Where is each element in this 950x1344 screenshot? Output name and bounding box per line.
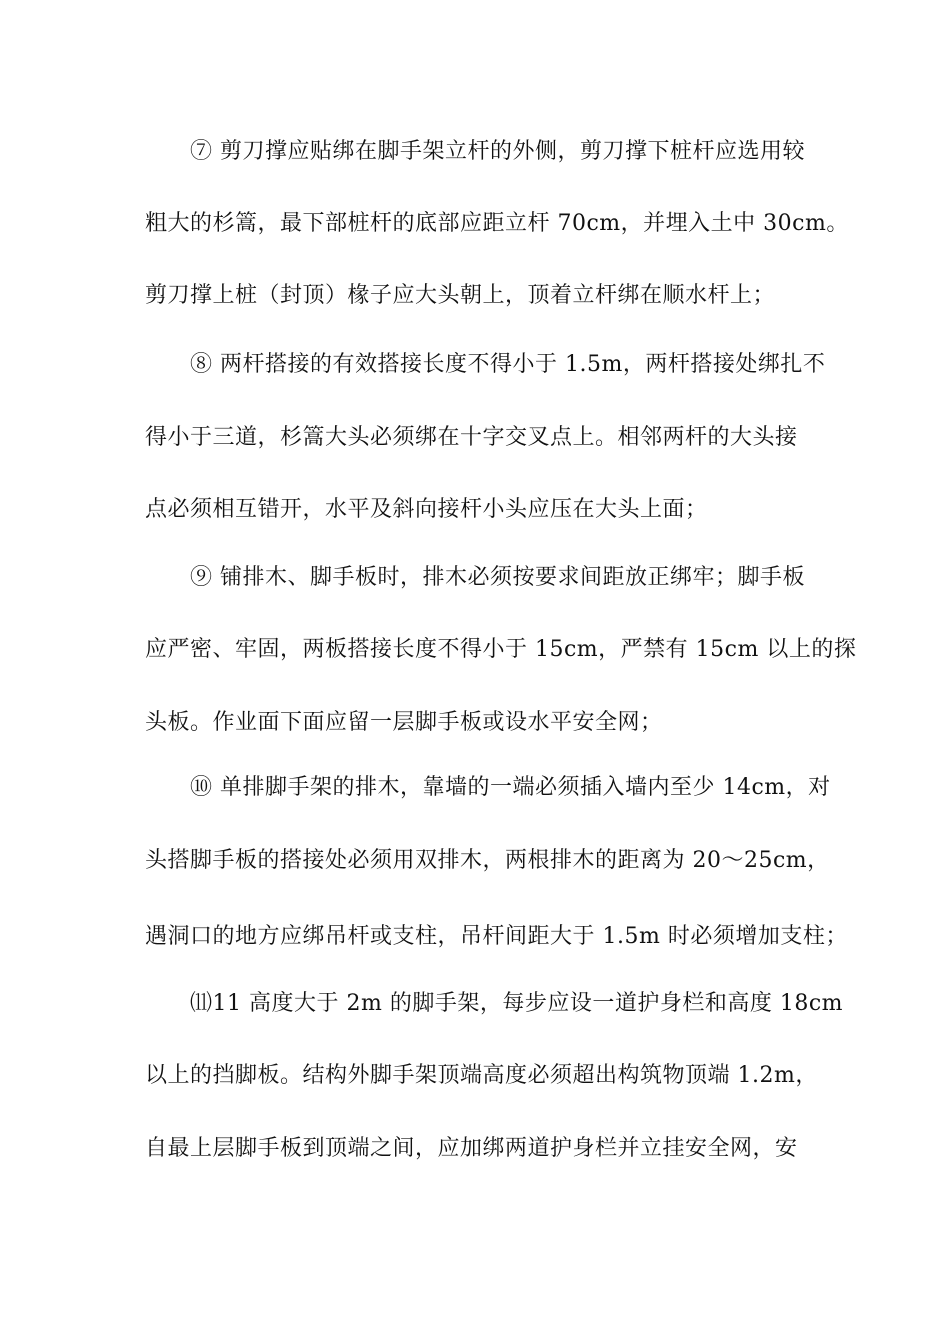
paragraph-7-line-3: 剪刀撑上桩（封顶）椽子应大头朝上，顶着立杆绑在顺水杆上； [145, 283, 776, 308]
paragraph-11-line-1: ⑾11 高度大于 2m 的脚手架，每步应设一道护身栏和高度 18cm [190, 991, 844, 1016]
paragraph-9-line-2: 应严密、牢固，两板搭接长度不得小于 15cm，严禁有 15cm 以上的探 [145, 637, 857, 662]
paragraph-10-line-1: ⑩ 单排脚手架的排木，靠墙的一端必须插入墙内至少 14cm，对 [190, 775, 831, 800]
paragraph-9-line-3: 头板。作业面下面应留一层脚手板或设水平安全网； [145, 710, 663, 735]
paragraph-8-line-1: ⑧ 两杆搭接的有效搭接长度不得小于 1.5m，两杆搭接处绑扎不 [190, 352, 826, 377]
paragraph-9-line-1: ⑨ 铺排木、脚手板时，排木必须按要求间距放正绑牢；脚手板 [190, 565, 805, 590]
paragraph-7-line-2: 粗大的杉篙，最下部桩杆的底部应距立杆 70cm，并埋入土中 30cm。 [145, 211, 849, 236]
paragraph-7-line-1: ⑦ 剪刀撑应贴绑在脚手架立杆的外侧，剪刀撑下桩杆应选用较 [190, 139, 805, 164]
paragraph-10-line-3: 遇洞口的地方应绑吊杆或支柱，吊杆间距大于 1.5m 时必须增加支柱； [145, 924, 848, 949]
paragraph-8-line-3: 点必须相互错开，水平及斜向接杆小头应压在大头上面； [145, 497, 708, 522]
paragraph-11-line-3: 自最上层脚手板到顶端之间，应加绑两道护身栏并立挂安全网，安 [145, 1136, 798, 1161]
paragraph-11-line-2: 以上的挡脚板。结构外脚手架顶端高度必须超出构筑物顶端 1.2m， [145, 1063, 818, 1088]
paragraph-10-line-2: 头搭脚手板的搭接处必须用双排木，两根排木的距离为 20～25cm， [145, 848, 830, 873]
paragraph-8-line-2: 得小于三道，杉篙大头必须绑在十字交叉点上。相邻两杆的大头接 [145, 425, 798, 450]
